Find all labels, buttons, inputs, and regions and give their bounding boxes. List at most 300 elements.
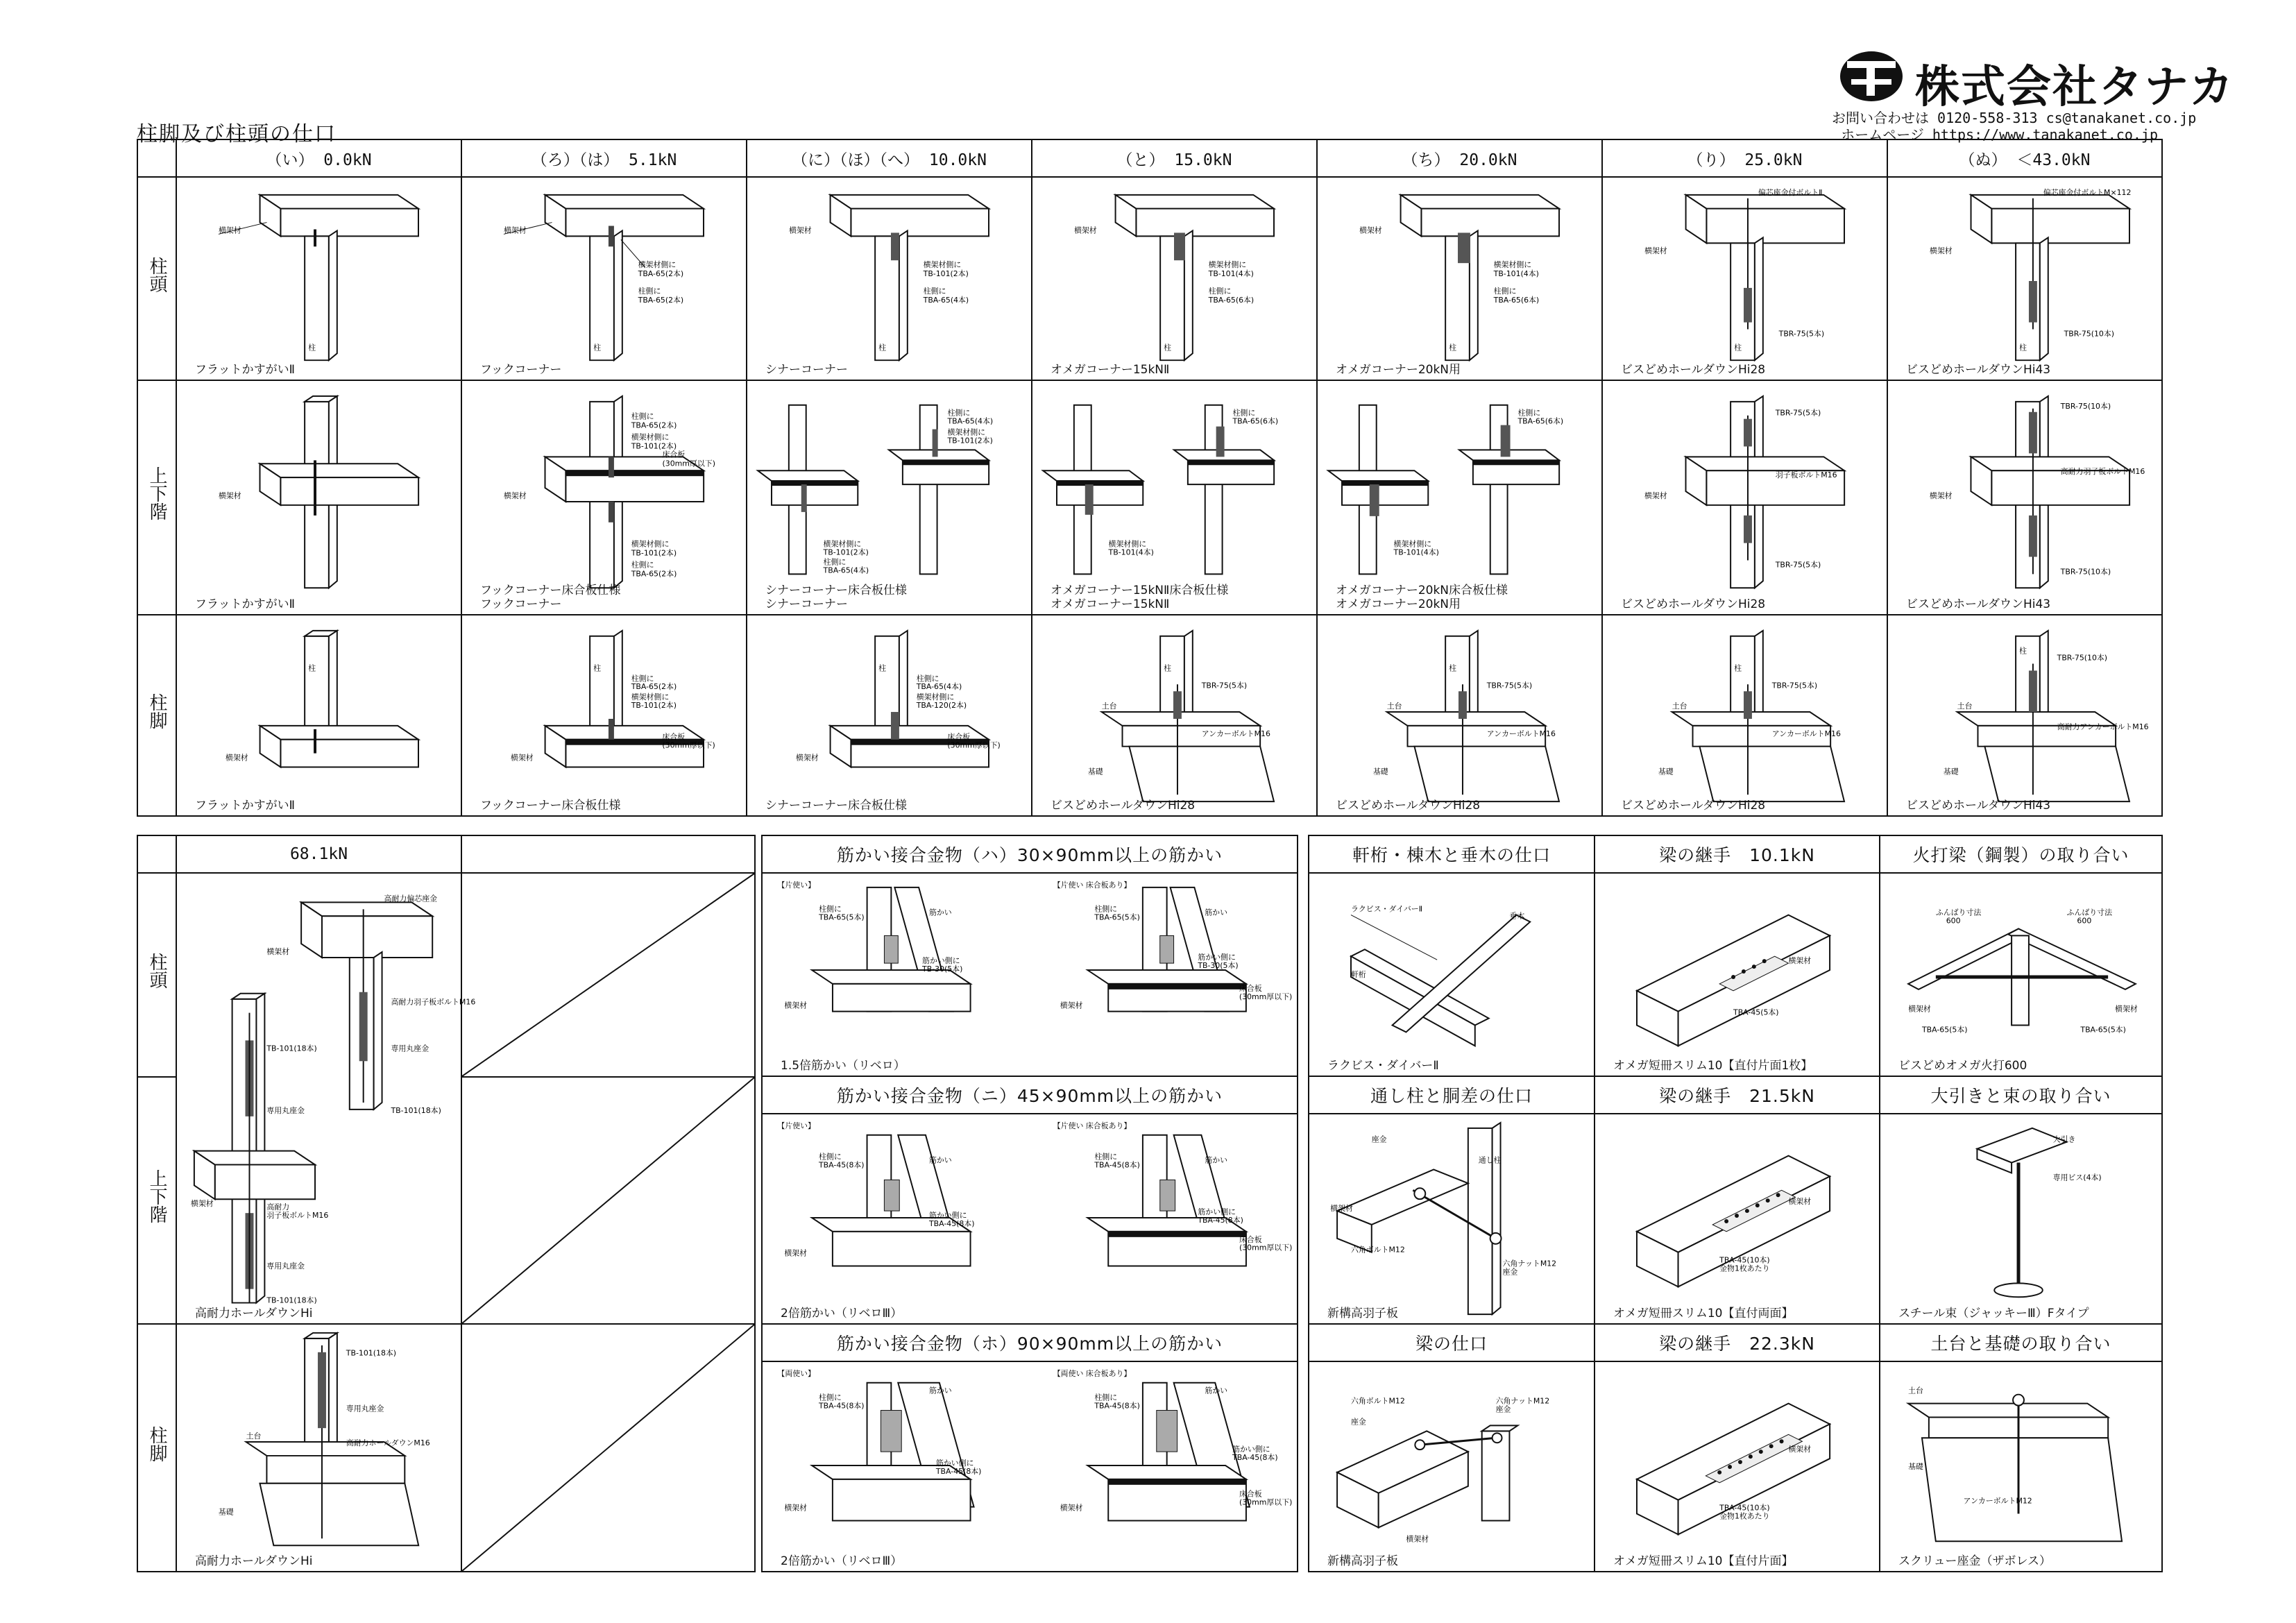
left-corner xyxy=(137,835,176,873)
cross-figure xyxy=(177,381,461,614)
cell-floor-1 xyxy=(461,380,747,615)
tbeam-figure xyxy=(1318,178,1601,380)
svg-text:ふんばり寸法: ふんばり寸法 xyxy=(1935,908,1982,917)
svg-text:TB-101(18本): TB-101(18本) xyxy=(266,1044,317,1053)
caption: フラットかすがいⅡ xyxy=(195,799,296,813)
brace-figure-pair xyxy=(763,1362,1297,1571)
svg-text:横架材: 横架材 xyxy=(2115,1004,2138,1014)
svg-text:TBA-65(6本): TBA-65(6本) xyxy=(1493,295,1540,305)
svg-text:横架材: 横架材 xyxy=(510,753,534,763)
tbeam-figure xyxy=(462,178,746,380)
svg-text:(30mm厚以下): (30mm厚以下) xyxy=(1239,992,1293,1001)
svg-text:TBR-75(5本): TBR-75(5本) xyxy=(1775,560,1821,570)
svg-text:柱: 柱 xyxy=(878,663,887,673)
svg-text:横架材側に: 横架材側に xyxy=(916,692,955,702)
svg-text:TBA-65(2本): TBA-65(2本) xyxy=(631,569,677,579)
base-figure xyxy=(747,615,1031,815)
svg-text:TBA-45(8本): TBA-45(8本) xyxy=(928,1218,975,1228)
col-header-6: （ぬ） ＜43.0kN xyxy=(1887,139,2162,177)
cell-floor-6 xyxy=(1887,380,2162,615)
caption: 高耐力ホールダウンHi xyxy=(195,1307,313,1320)
svg-text:TBA-45(8本): TBA-45(8本) xyxy=(819,1160,865,1170)
page-title: 柱脚及び柱頭の仕口 xyxy=(137,122,337,146)
svg-text:横架材: 横架材 xyxy=(218,491,241,500)
svg-text:土台: 土台 xyxy=(1101,702,1117,711)
caption: オメガ短冊スリム10【直付両面】 xyxy=(1613,1307,1794,1320)
right-panel xyxy=(1308,835,2163,1572)
brace-header-3: 筋かい接合金物（ホ）90×90mm以上の筋かい xyxy=(762,1324,1298,1361)
left-figure-cell-2 xyxy=(176,1324,461,1572)
svg-text:高耐力羽子板ボルトM16: 高耐力羽子板ボルトM16 xyxy=(391,997,476,1007)
svg-text:横架材: 横架材 xyxy=(1060,1503,1083,1513)
svg-text:600: 600 xyxy=(2077,916,2092,926)
svg-text:TB-101(2本): TB-101(2本) xyxy=(631,441,677,451)
steel-post-figure xyxy=(1880,1114,2161,1323)
svg-text:横架材側に: 横架材側に xyxy=(1208,260,1247,270)
svg-text:柱側に: 柱側に xyxy=(631,411,654,421)
svg-text:TBA-65(4本): TBA-65(4本) xyxy=(947,416,994,426)
svg-text:横架材: 横架材 xyxy=(1788,956,1812,966)
brace-cell-1 xyxy=(762,873,1298,1076)
tbeam-figure xyxy=(1888,178,2161,380)
svg-text:TB-101(4本): TB-101(4本) xyxy=(1208,269,1254,279)
slash-line xyxy=(462,1325,754,1571)
caption: フックコーナー xyxy=(480,597,562,611)
caption: シナーコーナー xyxy=(765,597,848,611)
svg-text:TBA-65(5本): TBA-65(5本) xyxy=(2080,1025,2126,1035)
left-figure-cell-1 xyxy=(176,873,476,1324)
left-tag: 【片使い】 xyxy=(777,880,816,890)
svg-text:横架材: 横架材 xyxy=(795,753,819,763)
col-header-4: （ち） 20.0kN xyxy=(1317,139,1602,177)
svg-text:基礎: 基礎 xyxy=(1087,767,1103,776)
svg-text:床合板: 床合板 xyxy=(662,450,686,459)
svg-text:横架材: 横架材 xyxy=(266,947,290,957)
svg-text:大引き: 大引き xyxy=(2052,1135,2076,1144)
caption: 1.5倍筋かい（リベロ） xyxy=(781,1059,905,1073)
cross-figure-pair xyxy=(747,381,1031,614)
svg-text:横架材: 横架材 xyxy=(503,226,527,235)
beam-joint-cell-3 xyxy=(1595,1361,1880,1572)
caption: ビスどめホールダウンHi28 xyxy=(1621,363,1766,377)
svg-text:600: 600 xyxy=(1946,916,1961,926)
svg-text:TBA-45(8本): TBA-45(8本) xyxy=(819,1401,865,1411)
svg-text:TB-101(4本): TB-101(4本) xyxy=(1493,269,1539,279)
svg-text:筋かい側に: 筋かい側に xyxy=(928,1211,967,1221)
svg-text:TB-101(2本): TB-101(2本) xyxy=(823,547,869,557)
hiuchi-cell xyxy=(1880,873,2162,1076)
svg-text:床合板: 床合板 xyxy=(1239,1234,1262,1244)
svg-text:TBR-75(5本): TBR-75(5本) xyxy=(1771,681,1818,690)
left-empty-header xyxy=(461,835,755,873)
svg-text:土台: 土台 xyxy=(1386,702,1402,711)
col-header-2: （に）（ほ）（へ） 10.0kN xyxy=(747,139,1032,177)
cell-base-3 xyxy=(1032,615,1317,816)
svg-text:筋かい側に: 筋かい側に xyxy=(1198,1207,1236,1217)
svg-text:柱: 柱 xyxy=(1449,343,1457,352)
brace-header-1: 筋かい接合金物（ハ）30×90mm以上の筋かい xyxy=(762,835,1298,873)
svg-text:横架材: 横架材 xyxy=(1929,491,1953,500)
svg-text:柱側に: 柱側に xyxy=(1094,1393,1118,1402)
svg-text:(30mm厚以下): (30mm厚以下) xyxy=(1239,1497,1293,1507)
svg-text:TBA-45(10本): TBA-45(10本) xyxy=(1719,1503,1770,1513)
corner-cell xyxy=(137,139,176,177)
cell-capital-2 xyxy=(747,177,1032,380)
svg-text:高耐力偏芯座金: 高耐力偏芯座金 xyxy=(384,894,438,903)
svg-text:筋かい側に: 筋かい側に xyxy=(1198,953,1236,962)
beam-joint-figure xyxy=(1595,1114,1879,1323)
caption: ビスどめホールダウンHi28 xyxy=(1051,799,1196,813)
svg-text:TBA-45(10本): TBA-45(10本) xyxy=(1719,1255,1770,1265)
svg-text:横架材: 横架材 xyxy=(1908,1004,1931,1014)
svg-text:TBA-45(8本): TBA-45(8本) xyxy=(1094,1160,1140,1170)
sill-figure xyxy=(1603,615,1887,815)
svg-text:アンカーボルトM16: アンカーボルトM16 xyxy=(1771,729,1841,738)
svg-text:TBR-75(5本): TBR-75(5本) xyxy=(1778,329,1825,339)
svg-text:横架材側に: 横架材側に xyxy=(1493,260,1532,270)
svg-text:横架材側に: 横架材側に xyxy=(923,260,962,270)
cell-capital-3 xyxy=(1032,177,1317,380)
svg-text:TBA-65(5本): TBA-65(5本) xyxy=(1094,912,1140,922)
svg-text:アンカーボルトM16: アンカーボルトM16 xyxy=(1486,729,1556,738)
svg-text:横架材: 横架材 xyxy=(1060,1001,1083,1010)
svg-text:筋かい側に: 筋かい側に xyxy=(922,956,960,966)
left-empty-3 xyxy=(461,1324,755,1572)
svg-text:柱側に: 柱側に xyxy=(819,1152,842,1162)
svg-text:横架材: 横架材 xyxy=(225,753,248,763)
label-post: 柱 xyxy=(308,343,316,352)
svg-text:床合板: 床合板 xyxy=(1239,983,1262,993)
sill-foundation-cell xyxy=(1880,1361,2162,1572)
svg-text:TB-101(18本): TB-101(18本) xyxy=(346,1348,397,1358)
svg-text:柱側に: 柱側に xyxy=(819,1393,842,1402)
svg-text:横架材: 横架材 xyxy=(503,491,527,500)
svg-text:TBA-65(6本): TBA-65(6本) xyxy=(1208,295,1255,305)
hi-holddown-base-figure xyxy=(177,1325,461,1571)
svg-text:TB-101(4本): TB-101(4本) xyxy=(1108,547,1154,557)
svg-text:アンカーボルトM12: アンカーボルトM12 xyxy=(1963,1496,2032,1506)
caption: シナーコーナー床合板仕様 xyxy=(765,799,907,813)
svg-text:TBA-65(5本): TBA-65(5本) xyxy=(819,912,865,922)
svg-text:筋かい: 筋かい xyxy=(928,908,952,917)
right-header-0: 軒桁・棟木と垂木の仕口 xyxy=(1309,835,1595,873)
svg-text:TBA-45(8本): TBA-45(8本) xyxy=(1094,1401,1140,1411)
svg-text:基礎: 基礎 xyxy=(1908,1461,1923,1471)
svg-text:横架材: 横架材 xyxy=(1644,491,1667,500)
svg-text:TB-101(18本): TB-101(18本) xyxy=(266,1295,317,1305)
svg-text:床合板: 床合板 xyxy=(662,732,686,742)
svg-text:(30mm厚以下): (30mm厚以下) xyxy=(662,740,715,750)
brand-logo xyxy=(1839,49,2235,113)
svg-text:柱: 柱 xyxy=(878,343,887,352)
svg-text:土台: 土台 xyxy=(1908,1386,1923,1395)
tanaka-logo-icon xyxy=(1839,49,1905,104)
col-header-3: （と） 15.0kN xyxy=(1032,139,1317,177)
left-empty-1 xyxy=(461,873,755,1077)
middle-panel xyxy=(761,835,1298,1572)
svg-text:土台: 土台 xyxy=(1672,702,1687,711)
cross-figure xyxy=(1603,381,1887,614)
right-header-5: 大引きと束の取り合い xyxy=(1880,1076,2162,1114)
cell-floor-0 xyxy=(176,380,461,615)
col-header-0: （い） 0.0kN xyxy=(176,139,461,177)
svg-text:TB-101(18本): TB-101(18本) xyxy=(391,1105,441,1115)
svg-text:TB-30(5本): TB-30(5本) xyxy=(922,965,963,974)
cell-base-4 xyxy=(1317,615,1602,816)
contact-website: ホームページ https://www.tanakanet.co.jp xyxy=(1841,126,2158,143)
right-header-2: 火打梁（鋼製）の取り合い xyxy=(1880,835,2162,873)
svg-text:筋かい側に: 筋かい側に xyxy=(1232,1445,1270,1454)
tbeam-figure xyxy=(1603,178,1887,380)
right-header-8: 土台と基礎の取り合い xyxy=(1880,1324,2162,1361)
svg-text:横架材側に: 横架材側に xyxy=(631,692,670,702)
svg-text:垂木: 垂木 xyxy=(1509,911,1525,921)
svg-text:横架材側に: 横架材側に xyxy=(1393,539,1432,549)
svg-text:柱: 柱 xyxy=(1734,343,1742,352)
tbeam-figure xyxy=(1032,178,1316,380)
cross-figure-pair xyxy=(1318,381,1601,614)
cell-capital-1 xyxy=(461,177,747,380)
svg-text:柱側に: 柱側に xyxy=(819,904,842,914)
right-header-3: 通し柱と胴差の仕口 xyxy=(1309,1076,1595,1114)
beam-joint-cell-1 xyxy=(1595,873,1880,1076)
brace-figure-pair xyxy=(763,1114,1297,1323)
cell-floor-4 xyxy=(1317,380,1602,615)
svg-text:横架材: 横架材 xyxy=(1406,1534,1429,1544)
svg-text:TBR-75(10本): TBR-75(10本) xyxy=(2064,329,2115,339)
cell-floor-2 xyxy=(747,380,1032,615)
svg-text:専用丸座金: 専用丸座金 xyxy=(266,1261,305,1271)
brace-figure-pair xyxy=(763,874,1297,1076)
row-label-text: 柱脚 xyxy=(146,1425,167,1462)
svg-text:TBA-65(5本): TBA-65(5本) xyxy=(1921,1025,1968,1035)
svg-text:偏芯座金付ボルトⅡ: 偏芯座金付ボルトⅡ xyxy=(1758,187,1823,197)
svg-text:柱側に: 柱側に xyxy=(1208,286,1232,296)
sill-figure xyxy=(1888,615,2161,815)
right-header-7: 梁の継手 22.3kN xyxy=(1595,1324,1880,1361)
left-header: 68.1kN xyxy=(176,835,461,873)
beam-connection-figure xyxy=(1309,1362,1594,1571)
svg-text:TB-101(4本): TB-101(4本) xyxy=(1393,547,1439,557)
svg-text:横架材: 横架材 xyxy=(1929,246,1953,256)
svg-text:横架材側に: 横架材側に xyxy=(947,427,986,437)
cell-base-5 xyxy=(1602,615,1887,816)
caption: オメガコーナー15kNⅡ xyxy=(1051,597,1170,611)
svg-text:筋かい: 筋かい xyxy=(1205,1386,1228,1395)
col-header-1: （ろ）（は） 5.1kN xyxy=(461,139,747,177)
svg-text:土台: 土台 xyxy=(246,1431,262,1441)
caption: フックコーナー xyxy=(480,363,562,377)
caption: オメガ短冊スリム10【直付片面1枚】 xyxy=(1613,1059,1813,1073)
caption: オメガコーナー15kNⅡ xyxy=(1051,363,1170,377)
caption-top: オメガコーナー15kNⅡ床合板仕様 xyxy=(1051,584,1229,597)
cell-capital-6 xyxy=(1887,177,2162,380)
svg-text:ふんばり寸法: ふんばり寸法 xyxy=(2066,908,2112,917)
svg-text:横架材: 横架材 xyxy=(190,1199,214,1209)
cell-capital-0 xyxy=(176,177,461,380)
slash-line xyxy=(462,1078,754,1323)
svg-text:筋かい側に: 筋かい側に xyxy=(935,1459,974,1468)
svg-text:高耐力羽子板ボルトM16: 高耐力羽子板ボルトM16 xyxy=(2060,467,2145,477)
left-row-label-capital xyxy=(137,873,176,1077)
contact-phone-email: お問い合わせは 0120-558-313 cs@tanakanet.co.jp xyxy=(1832,110,2197,126)
svg-text:TB-101(2本): TB-101(2本) xyxy=(631,701,677,711)
caption: 新構高羽子板 xyxy=(1327,1307,1398,1320)
brace-cell-3 xyxy=(762,1361,1298,1572)
caption: ラクビス・ダイバーⅡ xyxy=(1327,1059,1439,1073)
caption-top: シナーコーナー床合板仕様 xyxy=(765,584,907,597)
cross-figure-pair xyxy=(1032,381,1316,614)
svg-text:横架材: 横架材 xyxy=(784,1503,808,1513)
svg-text:柱: 柱 xyxy=(2019,343,2027,352)
svg-text:柱: 柱 xyxy=(2019,646,2027,656)
cell-floor-3 xyxy=(1032,380,1317,615)
svg-text:横架材: 横架材 xyxy=(784,1001,808,1010)
rafter-cell xyxy=(1309,873,1595,1076)
svg-text:TBA-45(8本): TBA-45(8本) xyxy=(935,1466,982,1476)
svg-text:TBA-65(4本): TBA-65(4本) xyxy=(823,566,869,575)
svg-text:TB-101(2本): TB-101(2本) xyxy=(923,269,969,279)
caption: ビスどめホールダウンHi43 xyxy=(1906,597,2051,611)
svg-text:柱: 柱 xyxy=(308,663,316,673)
svg-text:横架材側に: 横架材側に xyxy=(638,260,677,270)
svg-text:高耐力アンカーボルトM16: 高耐力アンカーボルトM16 xyxy=(2057,722,2149,731)
svg-text:専用丸座金: 専用丸座金 xyxy=(266,1105,305,1115)
svg-text:TBA-65(6本): TBA-65(6本) xyxy=(1517,416,1564,426)
svg-text:羽子板ボルトM16: 羽子板ボルトM16 xyxy=(1775,470,1837,480)
rafter-figure xyxy=(1309,874,1594,1076)
caption: ビスどめホールダウンHi28 xyxy=(1621,799,1766,813)
brand-name: 株式会社タナカ xyxy=(1915,62,2235,113)
svg-text:柱側に: 柱側に xyxy=(1232,408,1256,418)
tbeam-figure xyxy=(177,178,461,380)
base-figure xyxy=(177,615,461,815)
svg-text:柱: 柱 xyxy=(1734,663,1742,673)
caption: ビスどめホールダウンHi43 xyxy=(1906,363,2051,377)
left-panel xyxy=(137,835,756,1572)
right-tag: 【両使い 床合板あり】 xyxy=(1053,1368,1132,1378)
svg-text:基礎: 基礎 xyxy=(1658,767,1674,776)
caption: シナーコーナー xyxy=(765,363,848,377)
svg-text:六角ナットM12: 六角ナットM12 xyxy=(1502,1259,1557,1268)
svg-text:柱側に: 柱側に xyxy=(923,286,946,296)
left-empty-2 xyxy=(461,1077,755,1324)
cell-floor-5 xyxy=(1602,380,1887,615)
row-label-text: 上下階 xyxy=(146,466,167,520)
svg-text:横架材: 横架材 xyxy=(784,1248,808,1258)
svg-text:専用丸座金: 専用丸座金 xyxy=(391,1044,430,1053)
sill-figure xyxy=(1318,615,1601,815)
row-label-text: 柱頭 xyxy=(146,256,167,293)
row-label-text: 柱脚 xyxy=(146,693,167,729)
svg-text:柱側に: 柱側に xyxy=(1094,1152,1118,1162)
hi-holddown-figure xyxy=(177,874,476,1323)
svg-text:横架材: 横架材 xyxy=(1788,1197,1812,1207)
caption: ビスどめホールダウンHi28 xyxy=(1336,799,1481,813)
caption: オメガ短冊スリム10【直付片面】 xyxy=(1613,1554,1794,1568)
svg-text:筋かい: 筋かい xyxy=(1205,1155,1228,1165)
svg-text:TBR-75(10本): TBR-75(10本) xyxy=(2060,401,2111,411)
through-post-figure xyxy=(1309,1114,1594,1323)
row-label-capital xyxy=(137,177,176,380)
svg-text:TBA-65(4本): TBA-65(4本) xyxy=(916,682,962,692)
svg-text:TBA-120(2本): TBA-120(2本) xyxy=(916,701,967,711)
caption: スクリュー座金（ザボレス） xyxy=(1898,1554,2051,1568)
svg-text:柱側に: 柱側に xyxy=(1517,408,1541,418)
left-row-label-base xyxy=(137,1324,176,1572)
svg-text:通し柱: 通し柱 xyxy=(1478,1155,1502,1165)
svg-text:TBA-65(2本): TBA-65(2本) xyxy=(631,420,677,430)
svg-text:筋かい: 筋かい xyxy=(928,1386,952,1395)
svg-text:高耐力: 高耐力 xyxy=(266,1203,290,1212)
caption-top: フックコーナー床合板仕様 xyxy=(480,584,621,597)
svg-text:金物1枚あたり: 金物1枚あたり xyxy=(1719,1264,1770,1273)
tbeam-figure xyxy=(747,178,1031,380)
svg-text:TB-101(2本): TB-101(2本) xyxy=(947,436,993,445)
svg-text:TBA-65(6本): TBA-65(6本) xyxy=(1232,416,1279,426)
svg-text:横架材側に: 横架材側に xyxy=(1108,539,1147,549)
left-row-label-floor xyxy=(137,1077,176,1324)
svg-text:TBA-45(8本): TBA-45(8本) xyxy=(1232,1453,1278,1463)
cell-base-1 xyxy=(461,615,747,816)
svg-text:柱: 柱 xyxy=(593,343,602,352)
row-label-text: 上下階 xyxy=(146,1169,167,1223)
caption: 2倍筋かい（リベロⅢ） xyxy=(781,1307,903,1320)
svg-text:柱: 柱 xyxy=(1164,343,1172,352)
right-tag: 【片使い 床合板あり】 xyxy=(1053,880,1132,890)
svg-text:羽子板ボルトM16: 羽子板ボルトM16 xyxy=(266,1211,329,1221)
svg-text:TB-101(2本): TB-101(2本) xyxy=(631,548,677,558)
caption: スチール束（ジャッキーⅢ）Fタイプ xyxy=(1898,1307,2089,1320)
svg-text:床合板: 床合板 xyxy=(947,732,971,742)
caption: フックコーナー床合板仕様 xyxy=(480,799,621,813)
cell-base-2 xyxy=(747,615,1032,816)
svg-text:横架材: 横架材 xyxy=(1788,1445,1812,1454)
caption: ビスどめホールダウンHi43 xyxy=(1906,799,2051,813)
svg-text:座金: 座金 xyxy=(1502,1267,1518,1277)
sill-foundation-figure xyxy=(1880,1362,2161,1571)
svg-text:座金: 座金 xyxy=(1495,1404,1511,1414)
right-header-1: 梁の継手 10.1kN xyxy=(1595,835,1880,873)
brace-cell-2 xyxy=(762,1114,1298,1324)
svg-text:横架材: 横架材 xyxy=(1073,226,1097,235)
caption-top: オメガコーナー20kN床合板仕様 xyxy=(1336,584,1508,597)
svg-text:(30mm厚以下): (30mm厚以下) xyxy=(947,740,1001,750)
brace-header-2: 筋かい接合金物（ニ）45×90mm以上の筋かい xyxy=(762,1076,1298,1114)
caption: 2倍筋かい（リベロⅢ） xyxy=(781,1554,903,1568)
svg-text:(30mm厚以下): (30mm厚以下) xyxy=(662,459,715,468)
top-table xyxy=(137,139,2163,817)
svg-text:横架材: 横架材 xyxy=(1644,246,1667,256)
beam-joint-figure xyxy=(1595,874,1879,1076)
svg-text:TB-30(5本): TB-30(5本) xyxy=(1198,961,1239,971)
svg-text:六角ボルトM12: 六角ボルトM12 xyxy=(1350,1396,1405,1406)
svg-text:横架材側に: 横架材側に xyxy=(823,539,862,549)
svg-text:座金: 座金 xyxy=(1371,1135,1387,1144)
svg-text:柱: 柱 xyxy=(1164,663,1172,673)
svg-text:TBA-65(2本): TBA-65(2本) xyxy=(638,295,684,305)
svg-text:基礎: 基礎 xyxy=(1372,767,1388,776)
hiuchi-figure xyxy=(1880,874,2161,1076)
row-label-base xyxy=(137,615,176,816)
svg-text:ラクビス・ダイバーⅡ: ラクビス・ダイバーⅡ xyxy=(1350,904,1423,914)
svg-text:偏芯座金付ボルトM×112: 偏芯座金付ボルトM×112 xyxy=(2043,187,2132,197)
right-header-4: 梁の継手 21.5kN xyxy=(1595,1076,1880,1114)
svg-text:アンカーボルトM16: アンカーボルトM16 xyxy=(1201,729,1270,738)
tori-cell xyxy=(1309,1114,1595,1324)
svg-text:TBA-45(5本): TBA-45(5本) xyxy=(1733,1008,1779,1017)
svg-text:横架材側に: 横架材側に xyxy=(631,432,670,442)
